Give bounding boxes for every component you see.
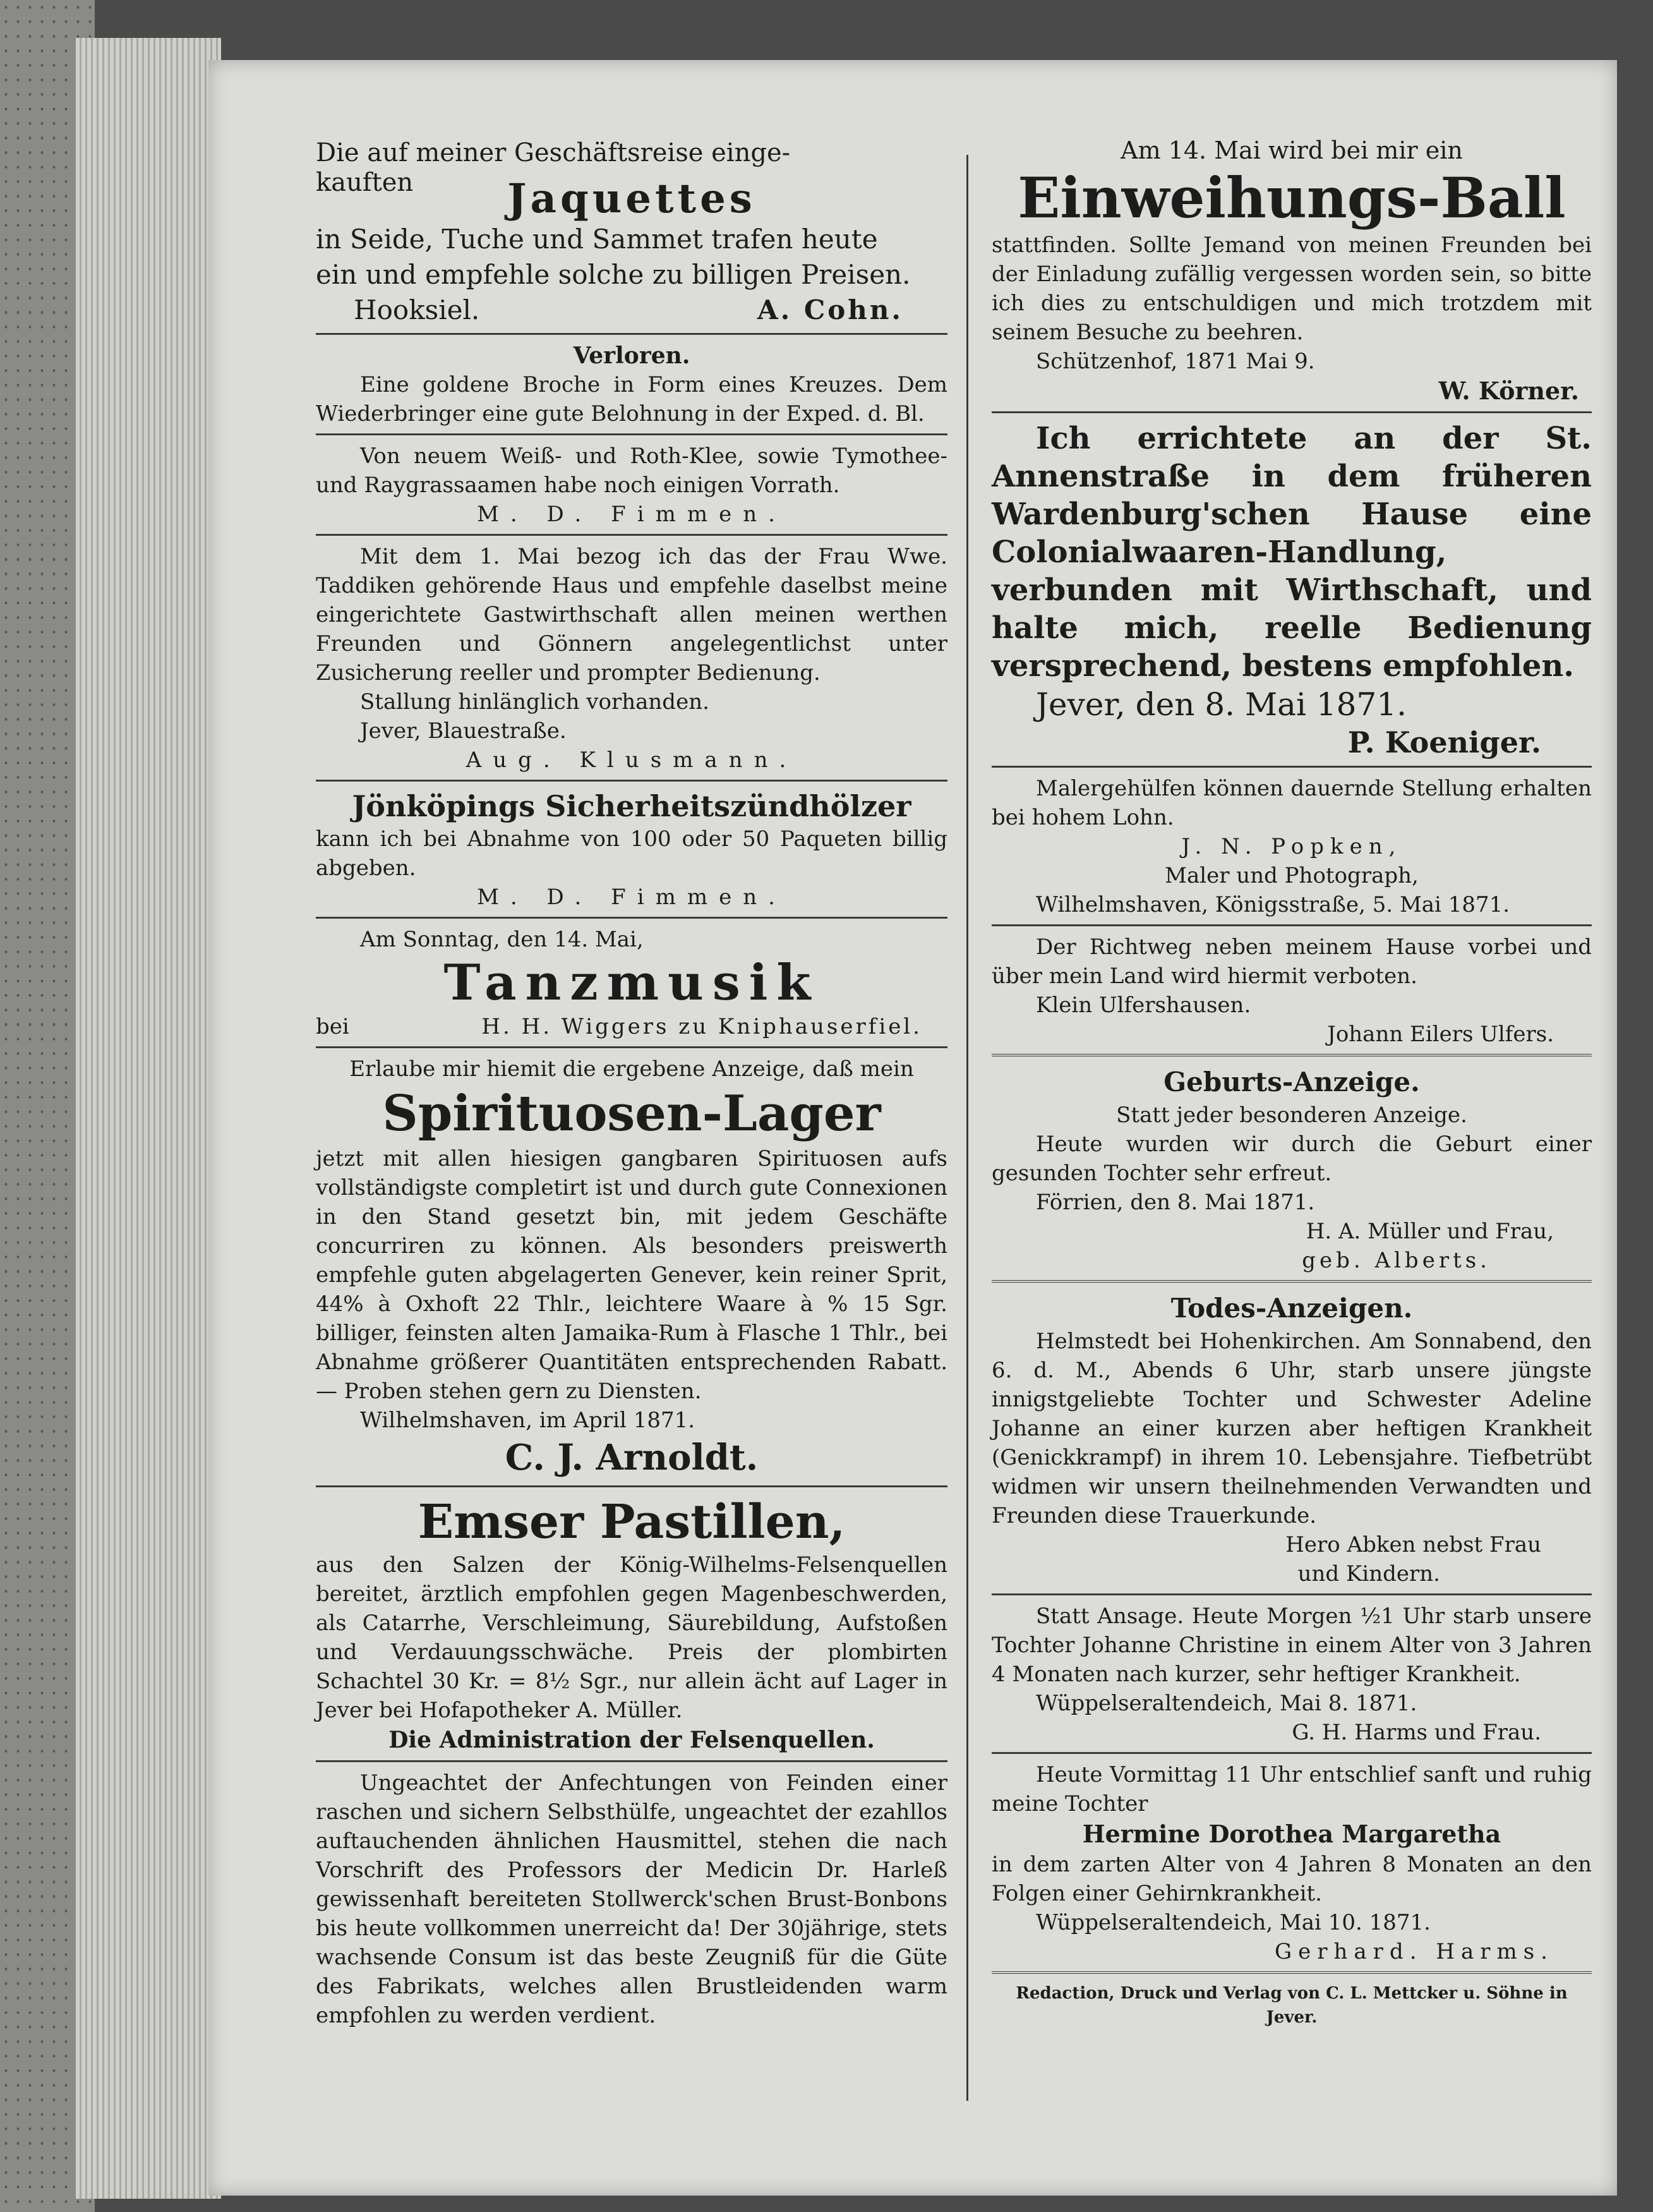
- klee-text: Von neuem Weiß- und Roth-Klee, sowie Tymothee- und Raygrassaamen habe noch einigen Vorrath.: [316, 444, 947, 498]
- jaq-intro-1: Die auf meiner Geschäftsreise einge-: [316, 138, 791, 167]
- spir-text: jetzt mit allen hiesigen gangbaren Spirituosen aufs vollständigste completirt ist und durch gute Connexionen in den Stand gesetzt bin, mit jedem Geschäfte concurriren zu können. Als besonders preiswerth empfehle guten abgelagerten Genever, kein reiner Sprit, 44% à Oxhoft 22 Thlr., leichtere Waare à % 15 Sgr. billiger, feinsten alten Jamaika-Rum à Flasche 1 Thlr., bei Abnahme größerer Quantitäten entsprechenden Rabatt. — Proben stehen gern zu Diensten.: [316, 1146, 947, 1404]
- ad-richtweg: [992, 933, 1592, 1049]
- geb-heading: Geburts-Anzeige.: [1163, 1067, 1420, 1097]
- ad-einweihungsball: [992, 136, 1592, 406]
- divider: [992, 1280, 1592, 1284]
- jaq-place: Hooksiel.: [354, 294, 480, 325]
- divider: [992, 766, 1592, 768]
- geb-sub: Statt jeder besonderen Anzeige.: [1116, 1103, 1467, 1128]
- ad-stollwerck: [316, 1768, 947, 2030]
- divider: [992, 1593, 1592, 1595]
- tod1-sig-2: und Kindern.: [1297, 1561, 1440, 1586]
- emser-signature: Die Administration der Felsenquellen.: [388, 1727, 875, 1753]
- jaq-title: Jaquettes: [507, 175, 756, 222]
- jonk-signature: M. D. Fimmen.: [477, 885, 786, 910]
- divider: [992, 924, 1592, 926]
- maler-sig-2: Maler und Photograph,: [1165, 863, 1419, 888]
- ad-joenkoeping: [316, 788, 947, 912]
- tod3-signature: Gerhard. Harms.: [1274, 1939, 1554, 1964]
- ad-tanzmusik: [316, 925, 947, 1041]
- divider: [316, 917, 947, 919]
- ad-gastwirthschaft: [316, 542, 947, 775]
- tod2-place: Wüppelseraltendeich, Mai 8. 1871.: [1036, 1691, 1417, 1716]
- tod1-text: Helmstedt bei Hohenkirchen. Am Sonnabend, den 6. d. M., Abends 6 Uhr, starb unsere jüngste innigstgeliebte Tochter und Schwester Adeline Johanne an einer kurzen aber heftigen Krankheit (Genickkrampf) in ihrem 10. Lebensjahre. Tiefbetrübt widmen wir unsern theilnehmenden Verwandten und Freunden diese Trauerkunde.: [992, 1329, 1592, 1528]
- ad-spirituosen: [316, 1055, 947, 1480]
- column-divider: [966, 155, 968, 2101]
- jaq-line-1: in Seide, Tuche und Sammet trafen heute: [316, 224, 878, 255]
- jaq-intro-2: kauften: [316, 168, 414, 197]
- newspaper-page: [208, 60, 1617, 2196]
- tod3-text-2: in dem zarten Alter von 4 Jahren 8 Monaten an den Folgen einer Gehirnkrankheit.: [992, 1852, 1592, 1906]
- tanz-host: H. H. Wiggers zu Kniphauserfiel.: [481, 1014, 922, 1039]
- divider: [316, 333, 947, 335]
- tanz-bei: bei: [316, 1014, 349, 1039]
- geb-sig-1: H. A. Müller und Frau,: [1306, 1219, 1554, 1244]
- tod3-place: Wüppelseraltendeich, Mai 10. 1871.: [1036, 1910, 1431, 1935]
- spir-intro: Erlaube mir hiemit die ergebene Anzeige, daß mein: [349, 1056, 914, 1082]
- ball-signature: W. Körner.: [1438, 377, 1579, 405]
- divider: [992, 1054, 1592, 1058]
- right-column: [992, 136, 1592, 2029]
- spir-title: Spirituosen-Lager: [382, 1085, 881, 1142]
- geb-text: Heute wurden wir durch die Geburt einer gesunden Tochter sehr erfreut.: [992, 1132, 1592, 1186]
- kol-place: Jever, den 8. Mai 1871.: [1036, 686, 1407, 723]
- stoll-text: Ungeachtet der Anfechtungen von Feinden einer raschen und sichern Selbsthülfe, ungeachtet der ezahllos auftauchenden ähnlichen Hausmittel, stehen die nach Vorschrift des Professors der Medicin Dr. Harleß gewissenhaft bereiteten Stollwerck'schen Brust-Bonbons bis heute vollkommen unerreicht da! Der 30jährige, stets wachsende Consum ist das beste Zeugniß für die Güte des Fabrikats, welches allen Brustleidenden warm empfohlen zu werden verdient.: [316, 1770, 947, 2028]
- tanz-date: Am Sonntag, den 14. Mai,: [360, 927, 644, 952]
- gast-place: Jever, Blauestraße.: [360, 718, 567, 744]
- verloren-text: Eine goldene Broche in Form eines Kreuzes. Dem Wiederbringer eine gute Belohnung in der Exped. d. Bl.: [316, 372, 947, 426]
- ball-text: stattfinden. Sollte Jemand von meinen Freunden bei der Einladung zufällig vergessen worden sein, so bitte ich dies zu entschuldigen und mich trotzdem mit seinem Besuche zu beehren.: [992, 233, 1592, 345]
- ad-verloren: [316, 341, 947, 428]
- geb-sig-2: geb. Alberts.: [1302, 1248, 1491, 1273]
- tanz-title: Tanzmusik: [443, 954, 820, 1012]
- ad-geburts-anzeige: [992, 1064, 1592, 1275]
- divider: [992, 411, 1592, 413]
- jonk-heading: Jönköpings Sicherheitszündhölzer: [352, 789, 911, 823]
- ad-colonialwaaren: [992, 420, 1592, 761]
- verloren-heading: Verloren.: [573, 342, 690, 369]
- kol-signature: P. Koeniger.: [1347, 725, 1541, 759]
- kol-text: Ich errichtete an der St. Annenstraße in dem früheren Wardenburg'schen Hause eine Colonialwaaren-Handlung, verbunden mit Wirthschaft, und halte mich, reelle Bedienung versprechend, bestens empfohlen.: [992, 421, 1592, 684]
- ad-malergehuelfen: [992, 774, 1592, 919]
- ball-place: Schützenhof, 1871 Mai 9.: [1036, 349, 1315, 374]
- ad-klee: [316, 442, 947, 529]
- gast-stall: Stallung hinlänglich vorhanden.: [360, 689, 709, 715]
- emser-title: Emser Pastillen,: [418, 1495, 846, 1549]
- tod3-name: Hermine Dorothea Margaretha: [1082, 1820, 1501, 1848]
- jonk-text: kann ich bei Abnahme von 100 oder 50 Paqueten billig abgeben.: [316, 826, 947, 881]
- tod1-sig-1: Hero Abken nebst Frau: [1285, 1532, 1541, 1557]
- imprint-footer: Redaction, Druck und Verlag von C. L. Mettcker u. Söhne in Jever.: [1016, 1984, 1568, 2027]
- ball-title: Einweihungs-Ball: [1018, 165, 1566, 231]
- maler-place: Wilhelmshaven, Königsstraße, 5. Mai 1871.: [1036, 892, 1510, 917]
- richt-signature: Johann Eilers Ulfers.: [1327, 1022, 1554, 1047]
- tod2-signature: G. H. Harms und Frau.: [1292, 1720, 1541, 1745]
- emser-text: aus den Salzen der König-Wilhelms-Felsenquellen bereitet, ärztlich empfohlen gegen Magenbeschwerden, als Catarrhe, Verschleimung, Säurebildung, Aufstoßen und Verdauungsschwäche. Preis der plombirten Schachtel 30 Kr. = 8½ Sgr., nur allein ächt auf Lager in Jever bei Hofapotheker A. Müller.: [316, 1552, 947, 1723]
- richt-text: Der Richtweg neben meinem Hause vorbei und über mein Land wird hiermit verboten.: [992, 934, 1592, 989]
- klee-signature: M. D. Fimmen.: [477, 502, 786, 527]
- ad-jaquettes: [316, 136, 947, 328]
- richt-place: Klein Ulfershausen.: [1036, 993, 1251, 1018]
- jaq-line-2: ein und empfehle solche zu billigen Preisen.: [316, 259, 911, 290]
- divider: [316, 534, 947, 536]
- divider: [992, 1971, 1592, 1975]
- divider: [316, 1760, 947, 1762]
- divider: [316, 780, 947, 782]
- spir-signature: C. J. Arnoldt.: [505, 1437, 759, 1478]
- geb-place: Förrien, den 8. Mai 1871.: [1036, 1190, 1315, 1215]
- divider: [992, 1752, 1592, 1754]
- left-column: [316, 136, 947, 2030]
- tod-heading: Todes-Anzeigen.: [1170, 1293, 1413, 1324]
- maler-text: Malergehülfen können dauernde Stellung erhalten bei hohem Lohn.: [992, 776, 1592, 830]
- gast-signature: Aug. Klusmann.: [466, 747, 798, 773]
- divider: [316, 1046, 947, 1048]
- ball-intro: Am 14. Mai wird bei mir ein: [1121, 136, 1463, 164]
- spir-place: Wilhelmshaven, im April 1871.: [360, 1408, 695, 1433]
- gast-text: Mit dem 1. Mai bezog ich das der Frau Wwe. Taddiken gehörende Haus und empfehle daselbst meine eingerichtete Gastwirthschaft allen meinen werthen Freunden und Gönnern angelegentlichst unter Zusicherung reeller und prompter Bedienung.: [316, 544, 947, 686]
- ad-emser-pastillen: [316, 1494, 947, 1755]
- jaq-signature: A. Cohn.: [757, 294, 903, 325]
- maler-sig-1: J. N. Popken,: [1181, 834, 1402, 859]
- page-edges: [76, 38, 221, 2199]
- divider: [316, 433, 947, 435]
- divider: [316, 1485, 947, 1487]
- tod2-text: Statt Ansage. Heute Morgen ½1 Uhr starb unsere Tochter Johanne Christine in einem Alter von 3 Jahren 4 Monaten nach kurzer, sehr heftiger Krankheit.: [992, 1604, 1592, 1687]
- ad-todes-anzeigen: [992, 1290, 1592, 1966]
- tod3-text: Heute Vormittag 11 Uhr entschlief sanft und ruhig meine Tochter: [992, 1762, 1592, 1816]
